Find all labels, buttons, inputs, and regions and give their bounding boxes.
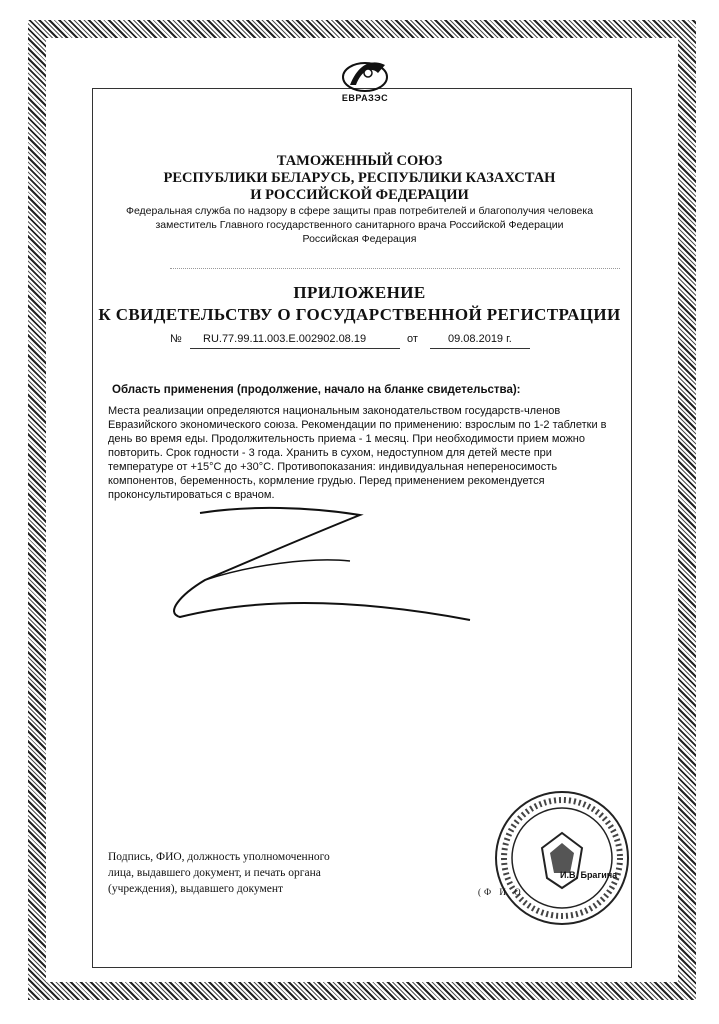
- area-line: компонентов, беременность, кормление грудью. Перед применением рекомендуется: [108, 475, 545, 487]
- authority-line-1: Федеральная служба по надзору в сфере защиты прав потребителей и благополучия человека: [125, 205, 594, 217]
- header-line-1: ТАМОЖЕННЫЙ СОЮЗ: [276, 153, 443, 169]
- eurasec-emblem-icon: [330, 55, 400, 93]
- authority-line-2: заместитель Главного государственного санитарного врача Российской Федерации: [155, 219, 564, 231]
- area-line: повторить. Срок годности - 3 года. Хранить в сухом, недоступном для детей месте при: [108, 447, 552, 459]
- signer-name: И.В. Брагина: [560, 870, 618, 880]
- area-line: проконсультироваться с врачом.: [108, 489, 275, 501]
- divider-line: [170, 268, 620, 269]
- title-line-1: ПРИЛОЖЕНИЕ: [293, 283, 426, 302]
- application-area-text: [108, 404, 608, 502]
- reg-number-underline: [190, 348, 400, 349]
- caption-line: (учреждения), выдавшего документ: [108, 883, 284, 895]
- area-line: температуре от +15°С до +30°С. Противопоказания: индивидуальная непереносимость: [108, 461, 558, 473]
- logo-label: ЕВРАЗЭС: [341, 93, 389, 103]
- authority-line-3: Российская Федерация: [302, 233, 417, 245]
- reg-date-label: от: [407, 333, 418, 345]
- fio-label: (Ф И О: [478, 887, 524, 897]
- header-line-2: РЕСПУБЛИКИ БЕЛАРУСЬ, РЕСПУБЛИКИ КАЗАХСТАН: [163, 170, 556, 186]
- reg-date-underline: [430, 348, 530, 349]
- reg-number-label: №: [170, 333, 182, 345]
- handwritten-signature: [160, 495, 480, 635]
- caption-line: лица, выдавшего документ, и печать органа: [108, 867, 321, 879]
- area-line: день во время еды. Продолжительность приема - 1 месяц. При необходимости прием можно: [108, 433, 585, 445]
- title-line-2: К СВИДЕТЕЛЬСТВУ О ГОСУДАРСТВЕННОЙ РЕГИСТРАЦИИ: [98, 305, 621, 324]
- official-seal: [492, 788, 632, 928]
- header-line-3: И РОССИЙСКОЙ ФЕДЕРАЦИИ: [250, 187, 469, 203]
- area-line: Евразийского экономического союза. Рекомендации по применению: взрослым по 1-2 таблетки в: [108, 419, 607, 431]
- area-line: Места реализации определяются национальным законодательством государств-членов: [108, 405, 561, 417]
- reg-number: RU.77.99.11.003.Е.002902.08.19: [203, 333, 367, 345]
- application-area-title: Область применения (продолжение, начало на бланке свидетельства):: [112, 384, 521, 396]
- caption-line: Подпись, ФИО, должность уполномоченного: [108, 851, 330, 863]
- signature-caption: [108, 849, 408, 897]
- reg-date: 09.08.2019 г.: [448, 333, 512, 345]
